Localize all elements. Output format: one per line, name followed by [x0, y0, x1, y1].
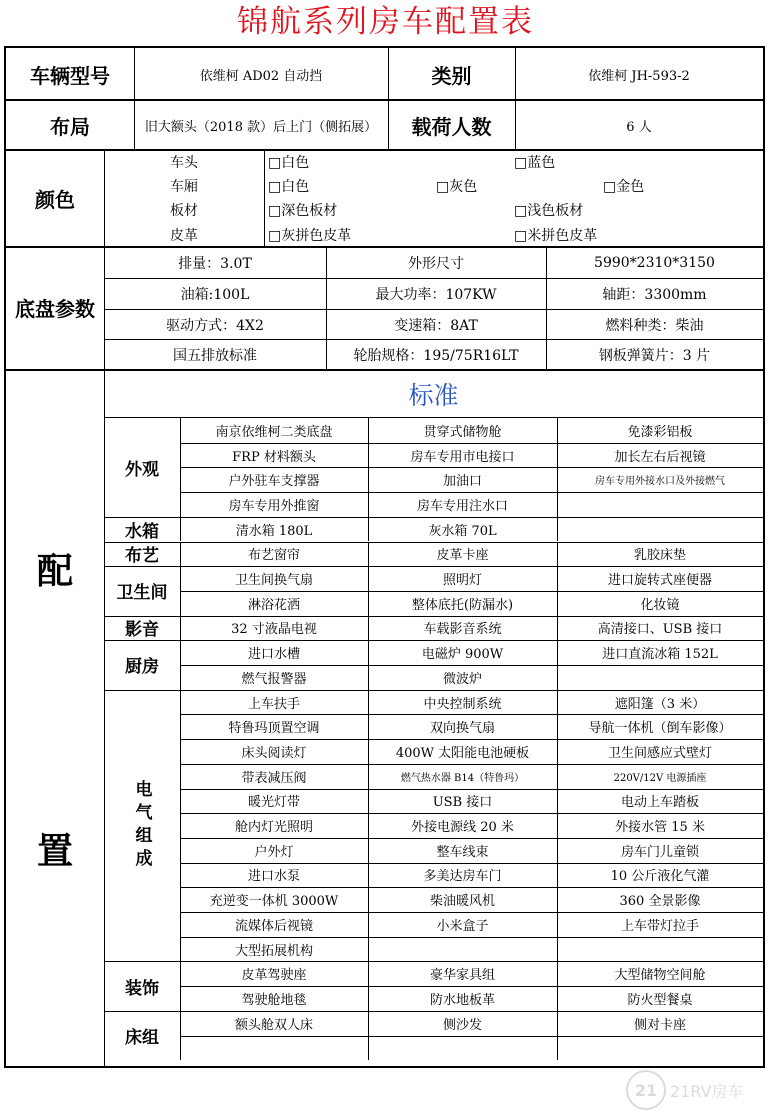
config-item: 暖光灯带 — [247, 795, 300, 811]
color-option[interactable]: □灰色 — [436, 179, 478, 195]
config-item: 特鲁玛顶置空调 — [228, 721, 320, 737]
capacity-label: 载荷人数 — [411, 114, 492, 139]
color-row-name: 车头 — [170, 155, 198, 171]
config-item: 上车带灯拉手 — [620, 918, 699, 934]
config-item: 360 全景影像 — [619, 894, 701, 910]
config-item — [368, 937, 557, 962]
color-option[interactable]: □深色板材 — [268, 203, 338, 219]
config-item: 进口水槽 — [247, 647, 300, 663]
config-item: 额头舱双人床 — [234, 1017, 313, 1033]
color-row-name: 车厢 — [170, 179, 198, 195]
config-item: 布艺窗帘 — [247, 548, 300, 564]
config-item — [557, 937, 763, 962]
config-item: 房车专用外接水口及外接燃气 — [595, 476, 725, 488]
chassis-cell: 驱动方式：4X2 — [166, 317, 264, 334]
chassis-cell: 5990*2310*3150 — [594, 255, 715, 271]
config-item: 220V/12V 电源插座 — [613, 772, 707, 784]
page-title: 锦航系列房车配置表 — [237, 4, 534, 40]
config-group-label: 布艺 — [125, 546, 159, 567]
config-item: 燃气报警器 — [241, 671, 307, 687]
config-item: 加油口 — [442, 474, 482, 490]
config-item: 贯穿式储物舱 — [423, 424, 502, 440]
color-option[interactable]: □白色 — [268, 179, 310, 195]
config-item: 流媒体后视镜 — [234, 918, 313, 934]
config-item: 皮革驾驶座 — [241, 968, 307, 984]
chassis-cell: 国五排放标准 — [173, 348, 257, 364]
config-item: 乳胶床垫 — [633, 548, 686, 564]
config-item: 房车专用市电接口 — [410, 449, 515, 465]
config-item: 化妆镜 — [640, 597, 680, 613]
config-item — [557, 665, 763, 690]
config-item: 32 寸液晶电视 — [231, 622, 317, 638]
config-item: 车载影音系统 — [423, 622, 502, 638]
config-group-label: 装饰 — [125, 978, 159, 999]
config-item: 防火型餐桌 — [627, 992, 693, 1008]
color-option[interactable]: □蓝色 — [514, 155, 556, 171]
config-item: 大型拓展机构 — [234, 943, 313, 959]
chassis-cell: 轴距：3300mm — [602, 287, 707, 303]
config-group-label: 卫生间 — [116, 583, 168, 604]
color-label: 颜色 — [35, 188, 75, 212]
config-item: 外接水管 15 米 — [615, 820, 705, 836]
config-item: 清水箱 180L — [235, 523, 313, 539]
color-row-name: 板材 — [170, 203, 198, 219]
chassis-cell: 油箱:100L — [180, 287, 250, 303]
color-option[interactable]: □浅色板材 — [514, 203, 584, 219]
config-item: 中央控制系统 — [423, 696, 502, 712]
config-item: 多美达房车门 — [423, 869, 502, 885]
config-item — [180, 1036, 368, 1061]
config-item: 床头阅读灯 — [241, 745, 307, 761]
config-group-label: 厨房 — [125, 657, 159, 678]
watermark-logo: 21 — [626, 1070, 666, 1110]
config-item: 电动上车踏板 — [620, 795, 699, 811]
config-item: 上车扶手 — [247, 696, 300, 712]
config-item: 卫生间感应式壁灯 — [607, 745, 712, 761]
config-item: 柴油暖风机 — [429, 894, 495, 910]
config-item: 微波炉 — [442, 671, 482, 687]
color-option[interactable]: □灰拼色皮革 — [268, 227, 352, 244]
config-item: 400W 太阳能电池硬板 — [395, 745, 530, 761]
config-item: 遮阳篷（3 米） — [614, 696, 706, 712]
config-table — [4, 46, 765, 1101]
config-item: 豪华家具组 — [429, 968, 495, 984]
category-label: 类别 — [431, 63, 472, 88]
watermark — [626, 1066, 771, 1114]
config-item: 燃气热水器 B14（特鲁玛） — [400, 772, 525, 784]
config-item: 淋浴花洒 — [247, 597, 300, 613]
chassis-cell: 外形尺寸 — [408, 256, 464, 272]
model-value: 依维柯 AD02 自动挡 — [199, 68, 323, 84]
chassis-cell: 钢板弹簧片：3 片 — [598, 348, 711, 364]
config-item: 房车专用外推窗 — [228, 498, 320, 514]
config-item: 驾驶舱地毯 — [241, 992, 307, 1008]
config-item: 卫生间换气扇 — [234, 573, 313, 589]
color-row-name: 皮革 — [170, 227, 198, 244]
config-item: FRP 材料额头 — [232, 449, 316, 465]
chassis-cell: 最大功率：107KW — [375, 287, 497, 303]
config-item: 防水地板革 — [429, 992, 495, 1008]
layout-label: 布局 — [50, 114, 90, 139]
config-item: 南京依维柯二类底盘 — [215, 424, 333, 440]
config-item: 房车门儿童锁 — [620, 844, 699, 860]
config-item: 10 公斤液化气灌 — [610, 869, 710, 885]
color-option[interactable]: □白色 — [268, 155, 310, 171]
config-item: 房车专用注水口 — [416, 498, 508, 514]
config-group-label: 影音 — [125, 620, 159, 641]
config-item — [557, 492, 763, 517]
config-item: 免漆彩铝板 — [627, 424, 693, 440]
chassis-cell: 燃料种类：柴油 — [605, 317, 704, 334]
chassis-cell: 轮胎规格：195/75R16LT — [353, 348, 519, 364]
config-item: 户外灯 — [254, 844, 294, 860]
config-item: 大型储物空间舱 — [614, 968, 706, 984]
config-item — [368, 1036, 557, 1061]
config-item: 进口直流冰箱 152L — [602, 647, 718, 663]
watermark-text: 21RV房车 — [670, 1081, 744, 1101]
standard-heading: 标准 — [408, 381, 459, 410]
config-item: 高清接口、USB 接口 — [597, 622, 723, 638]
model-label: 车辆型号 — [30, 63, 110, 88]
config-item: 进口水泵 — [247, 869, 300, 885]
config-item: 进口旋转式座便器 — [607, 573, 712, 589]
config-item: 电磁炉 900W — [421, 647, 504, 663]
config-group-label: 床组 — [125, 1027, 159, 1048]
config-item: 导航一体机（倒车影像） — [588, 721, 732, 737]
config-item: 小米盒子 — [436, 918, 489, 934]
config-item: 舱内灯光照明 — [234, 820, 313, 836]
chassis-cell: 排量：3.0T — [178, 256, 252, 272]
config-item: 充逆变一体机 3000W — [209, 894, 339, 910]
config-group-label: 外观 — [125, 459, 159, 480]
config-item: 双向换气扇 — [429, 721, 495, 737]
config-label-bottom: 置 — [36, 830, 73, 872]
config-group-label: 电气组成 — [131, 779, 152, 872]
config-item: 照明灯 — [442, 573, 482, 589]
config-item: 侧沙发 — [442, 1017, 482, 1033]
config-item: 整体底托(防漏水) — [411, 597, 514, 613]
capacity-value: 6 人 — [626, 119, 652, 135]
color-option[interactable]: □米拼色皮革 — [514, 227, 598, 244]
config-label-top: 配 — [36, 550, 73, 592]
config-item: 外接电源线 20 米 — [411, 820, 514, 836]
layout-value: 旧大额头（2018 款）后上门（侧拓展） — [144, 119, 378, 135]
config-item: 皮革卡座 — [436, 548, 489, 564]
config-item: 灰水箱 70L — [428, 523, 497, 539]
config-item: 户外驻车支撑器 — [228, 474, 320, 490]
config-item: 整车线束 — [436, 844, 489, 860]
color-option[interactable]: □金色 — [603, 179, 645, 195]
chassis-cell: 变速箱：8AT — [394, 317, 478, 334]
config-item: 带表减压阀 — [241, 770, 307, 786]
config-item: USB 接口 — [432, 795, 493, 811]
config-item — [557, 517, 763, 542]
config-group-label: 水箱 — [125, 521, 159, 542]
config-item: 加长左右后视镜 — [614, 449, 706, 465]
chassis-label: 底盘参数 — [15, 297, 95, 321]
config-item: 侧对卡座 — [633, 1017, 686, 1033]
category-value: 依维柯 JH-593-2 — [588, 68, 690, 84]
config-item — [557, 1036, 763, 1061]
